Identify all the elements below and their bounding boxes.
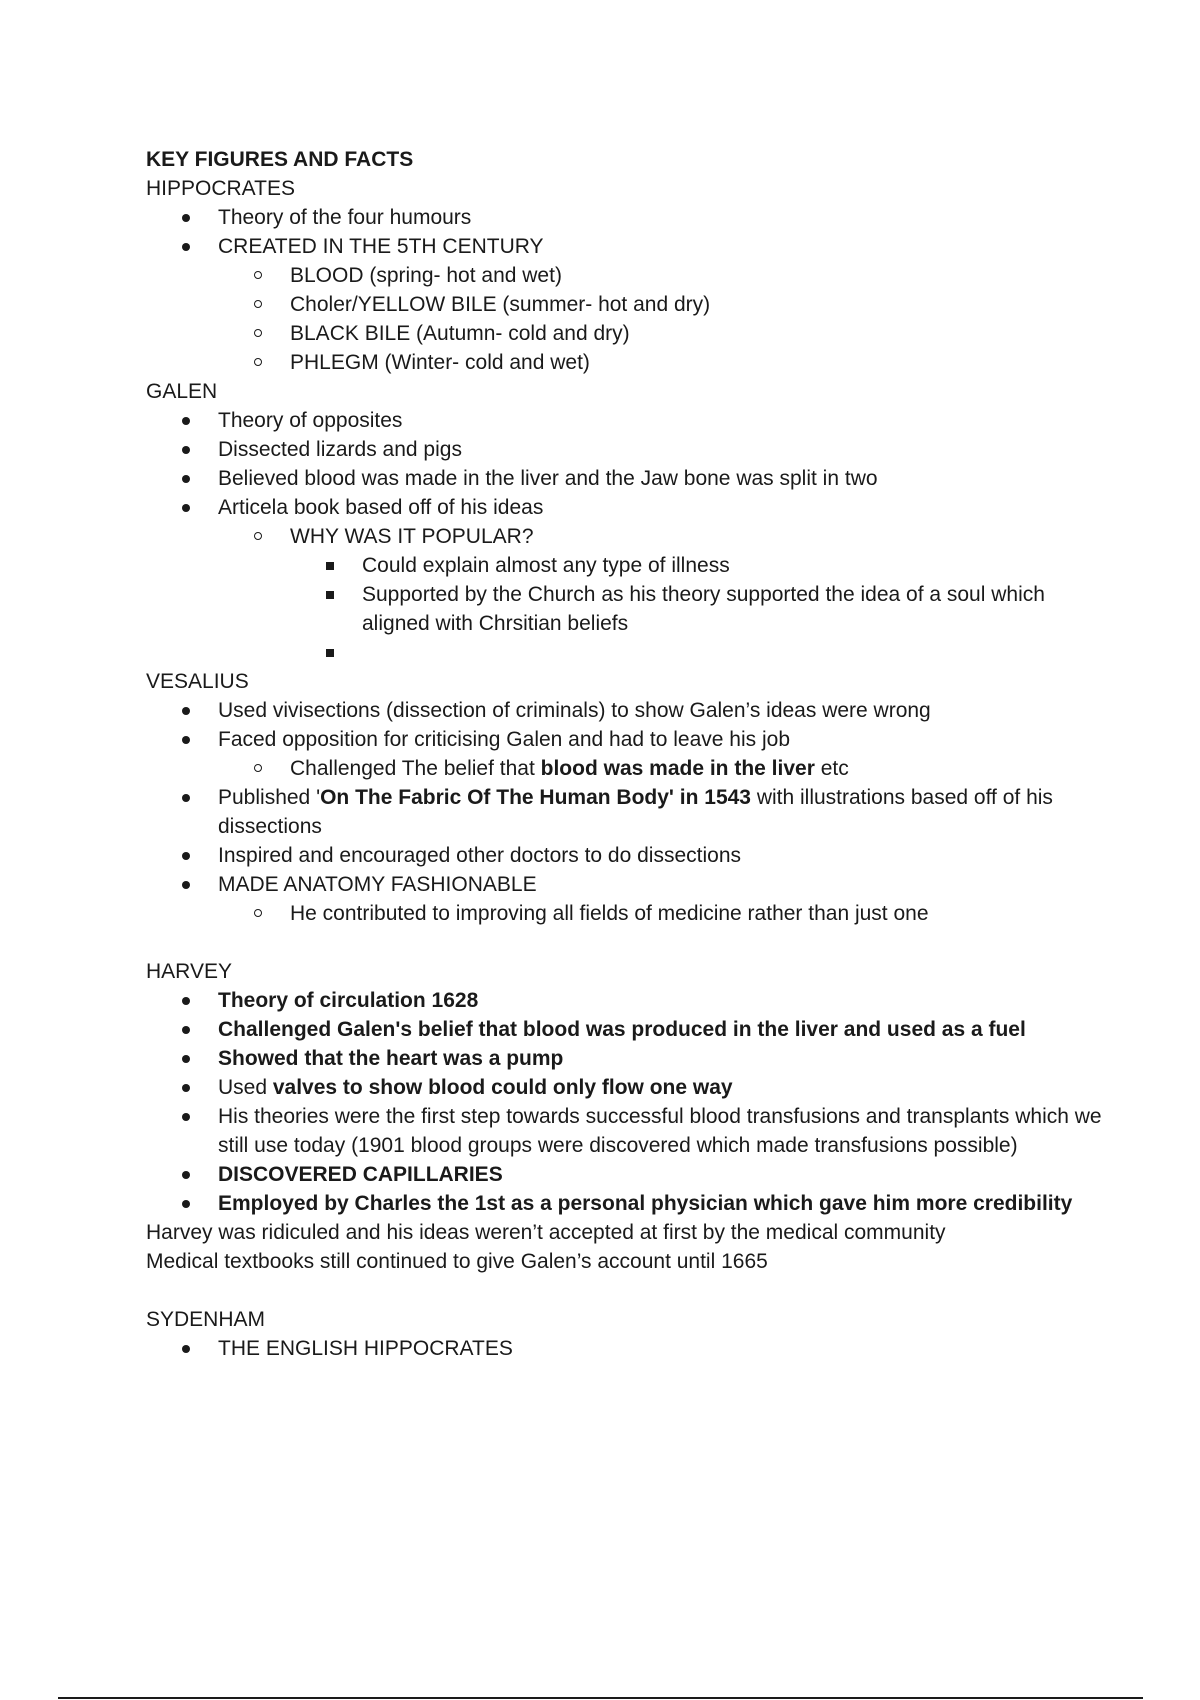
bullet-square-icon xyxy=(326,649,334,657)
list-item xyxy=(146,1044,1106,1073)
list-item-text: Supported by the Church as his theory supported the idea of a soul which aligned with Chrsitian beliefs xyxy=(362,583,1045,635)
bullet-disc-icon xyxy=(182,446,190,454)
list-item xyxy=(146,319,1106,348)
footer-divider xyxy=(58,1697,1143,1699)
list-item xyxy=(146,638,1106,667)
list-item-text: Believed blood was made in the liver and the Jaw bone was split in two xyxy=(218,467,878,490)
bullet-disc-icon xyxy=(182,794,190,802)
harvey-list xyxy=(146,986,1106,1218)
list-item-text: WHY WAS IT POPULAR? xyxy=(290,525,534,548)
sydenham-list xyxy=(146,1334,1106,1363)
bullet-circle-icon xyxy=(254,271,262,279)
list-item-bold-text: Theory of circulation 1628 xyxy=(218,989,479,1012)
list-item xyxy=(146,435,1106,464)
galen-list xyxy=(146,406,1106,667)
list-item xyxy=(146,261,1106,290)
list-item-bold-text: Showed that the heart was a pump xyxy=(218,1047,564,1070)
list-item xyxy=(146,754,1106,783)
list-item-text: Theory of the four humours xyxy=(218,206,472,229)
list-item-text: MADE ANATOMY FASHIONABLE xyxy=(218,873,537,896)
list-item-text: Used xyxy=(218,1076,273,1099)
list-item xyxy=(146,1334,1106,1363)
list-item xyxy=(146,1073,1106,1102)
bullet-square-icon xyxy=(326,562,334,570)
bullet-disc-icon xyxy=(182,1171,190,1179)
list-item xyxy=(146,783,1106,841)
list-item-bold-text: Challenged Galen's belief that blood was produced in the liver and used as a fuel xyxy=(218,1018,1026,1041)
list-item-bold-text: On The Fabric Of The Human Body' in 1543 xyxy=(320,786,751,809)
list-item-text: etc xyxy=(814,757,849,780)
list-item xyxy=(146,1189,1106,1218)
list-item-text: THE ENGLISH HIPPOCRATES xyxy=(218,1337,513,1360)
list-item xyxy=(146,522,1106,551)
list-item-text: Theory of opposites xyxy=(218,409,403,432)
list-item xyxy=(146,551,1106,580)
bullet-disc-icon xyxy=(182,1055,190,1063)
list-item-text: Inspired and encouraged other doctors to do dissections xyxy=(218,844,742,867)
list-item xyxy=(146,203,1106,232)
list-item xyxy=(146,348,1106,377)
list-item xyxy=(146,464,1106,493)
list-item xyxy=(146,580,1106,638)
list-item-text: Used vivisections (dissection of criminals) to show Galen’s ideas were wrong xyxy=(218,699,931,722)
bullet-circle-icon xyxy=(254,329,262,337)
section-heading-hippocrates: HIPPOCRATES xyxy=(146,177,295,200)
list-item-text: BLOOD (spring- hot and wet) xyxy=(290,264,562,287)
bullet-square-icon xyxy=(326,591,334,599)
hippocrates-list xyxy=(146,203,1106,377)
list-item xyxy=(146,290,1106,319)
list-item xyxy=(146,406,1106,435)
list-item-text: Faced opposition for criticising Galen and had to leave his job xyxy=(218,728,791,751)
list-item-bold-text: valves to show blood could only flow one way xyxy=(272,1076,733,1099)
bullet-disc-icon xyxy=(182,1200,190,1208)
harvey-note-textbooks: Medical textbooks still continued to give Galen’s account until 1665 xyxy=(146,1250,768,1273)
bullet-disc-icon xyxy=(182,1026,190,1034)
list-item xyxy=(146,899,1106,928)
bullet-disc-icon xyxy=(182,417,190,425)
section-heading-harvey: HARVEY xyxy=(146,960,232,983)
list-item-text: Dissected lizards and pigs xyxy=(218,438,462,461)
list-item-text: Could explain almost any type of illness xyxy=(362,554,730,577)
bullet-disc-icon xyxy=(182,243,190,251)
list-item xyxy=(146,870,1106,899)
bullet-disc-icon xyxy=(182,504,190,512)
list-item-text: He contributed to improving all fields of medicine rather than just one xyxy=(290,902,929,925)
list-item xyxy=(146,232,1106,261)
section-heading-galen: GALEN xyxy=(146,380,218,403)
bullet-disc-icon xyxy=(182,881,190,889)
list-item-text: Published ' xyxy=(218,786,321,809)
list-item-text: BLACK BILE (Autumn- cold and dry) xyxy=(290,322,630,345)
list-item-text: Choler/YELLOW BILE (summer- hot and dry) xyxy=(290,293,711,316)
bullet-disc-icon xyxy=(182,736,190,744)
list-item xyxy=(146,1160,1106,1189)
bullet-disc-icon xyxy=(182,852,190,860)
list-item-bold-text: DISCOVERED CAPILLARIES xyxy=(218,1163,503,1186)
bullet-circle-icon xyxy=(254,909,262,917)
blank-line xyxy=(146,928,1106,957)
list-item-text: PHLEGM (Winter- cold and wet) xyxy=(290,351,590,374)
list-item xyxy=(146,841,1106,870)
list-item-text: His theories were the first step towards successful blood transfusions and transplants which we still use today (1901 blood groups were discovered which made transfusions possible) xyxy=(218,1105,1102,1157)
bullet-disc-icon xyxy=(182,475,190,483)
section-heading-vesalius: VESALIUS xyxy=(146,670,249,693)
list-item xyxy=(146,725,1106,754)
bullet-circle-icon xyxy=(254,532,262,540)
bullet-circle-icon xyxy=(254,300,262,308)
bullet-disc-icon xyxy=(182,1084,190,1092)
bullet-disc-icon xyxy=(182,1113,190,1121)
bullet-disc-icon xyxy=(182,997,190,1005)
list-item-bold-text: Employed by Charles the 1st as a personal physician which gave him more credibility xyxy=(218,1192,1073,1215)
vesalius-list xyxy=(146,696,1106,928)
list-item-text: with illustrations based off of his dissections xyxy=(218,786,1053,838)
section-heading-sydenham: SYDENHAM xyxy=(146,1308,266,1331)
list-item-text: CREATED IN THE 5TH CENTURY xyxy=(218,235,544,258)
list-item-text: Articela book based off of his ideas xyxy=(218,496,544,519)
document-body xyxy=(146,145,1106,1363)
bullet-disc-icon xyxy=(182,707,190,715)
bullet-circle-icon xyxy=(254,764,262,772)
list-item xyxy=(146,696,1106,725)
page-title: KEY FIGURES AND FACTS xyxy=(146,148,414,171)
bullet-disc-icon xyxy=(182,1345,190,1353)
list-item-bold-text: blood was made in the liver xyxy=(540,757,815,780)
blank-line xyxy=(146,1276,1106,1305)
bullet-disc-icon xyxy=(182,214,190,222)
list-item xyxy=(146,1015,1106,1044)
list-item xyxy=(146,493,1106,522)
list-item xyxy=(146,986,1106,1015)
harvey-note-ridiculed: Harvey was ridiculed and his ideas weren’t accepted at first by the medical community xyxy=(146,1221,946,1244)
bullet-circle-icon xyxy=(254,358,262,366)
list-item-text: Challenged The belief that xyxy=(290,757,541,780)
list-item xyxy=(146,1102,1106,1160)
